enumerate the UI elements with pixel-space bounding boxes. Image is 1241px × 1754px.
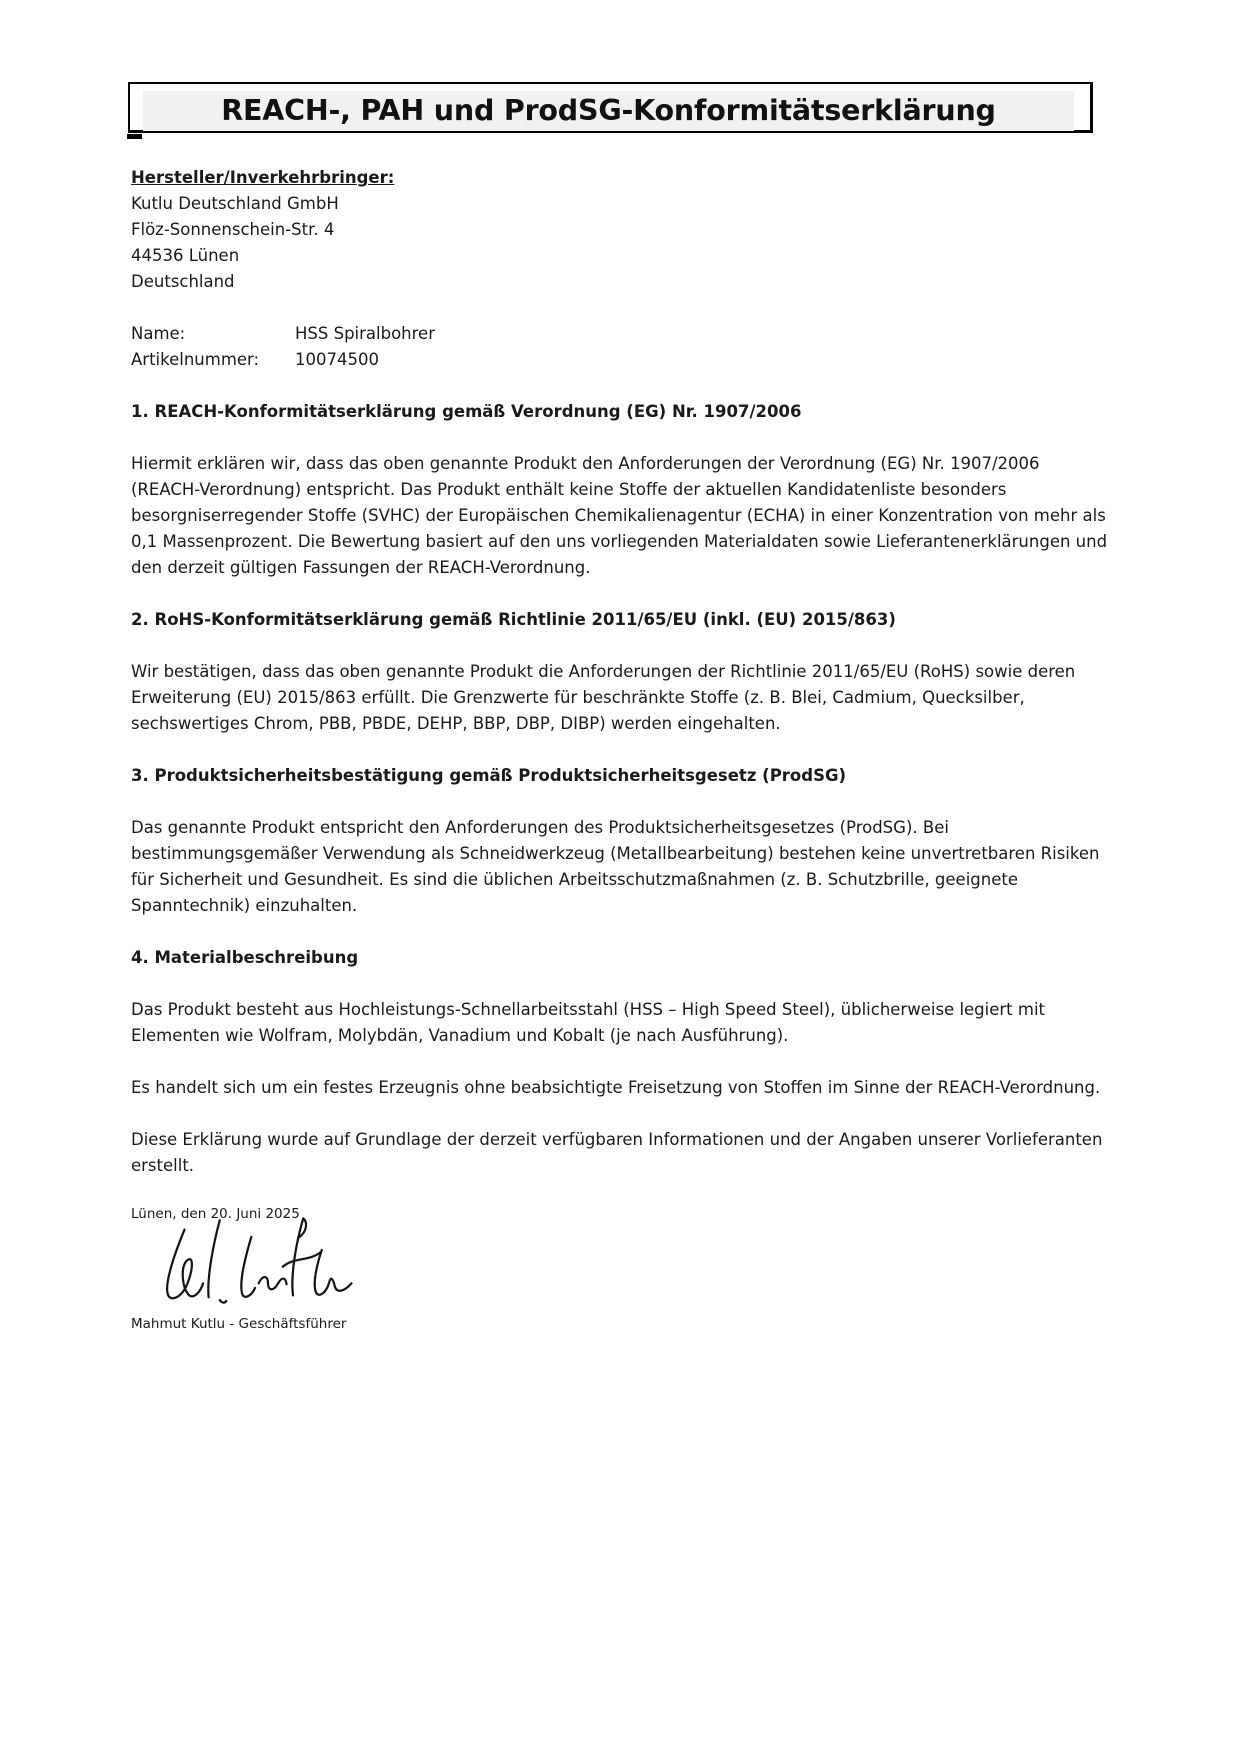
- title-box: [128, 82, 1093, 133]
- section-4-heading: 4. Materialbeschreibung: [131, 948, 359, 967]
- section-3-heading: 3. Produktsicherheitsbestätigung gemäß Produktsicherheitsgesetz (ProdSG): [131, 766, 847, 785]
- place-date: Lünen, den 20. Juni 2025: [131, 1206, 300, 1222]
- manufacturer-heading: Hersteller/Inverkehrbringer:: [131, 168, 395, 187]
- signer-name: Mahmut Kutlu - Geschäftsführer: [131, 1316, 347, 1332]
- section-3-paragraph: Das genannte Produkt entspricht den Anforderungen des Produktsicherheitsgesetzes (ProdSG). Bei bestimmungsgemäßer Verwendung als Schneidwerkzeug (Metallbearbeitung) bestehen keine unvertretbaren Risiken für Sicherheit und Gesundheit. Es sind die üblichen Arbeitsschutzmaßnahmen (z. B. Schutzbrille, geeignete Spanntechnik) einzuhalten.: [131, 818, 1100, 915]
- section-1-paragraph: Hiermit erklären wir, dass das oben genannte Produkt den Anforderungen der Verordnung (EG) Nr. 1907/2006 (REACH-Verordnung) entspricht. Das Produkt enthält keine Stoffe der aktuellen Kandidatenliste besonders besorgniserregender Stoffe (SVHC) der Europäischen Chemikalienagentur (ECHA) in einer Konzentration von mehr als 0,1 Massenprozent. Die Bewertung basiert auf den uns vorliegenden Materialdaten sowie Lieferantenerklärungen und den derzeit gültigen Fassungen der REACH-Verordnung.: [131, 454, 1108, 577]
- product-article-value: 10074500: [295, 350, 379, 369]
- manufacturer-company: Kutlu Deutschland GmbH: [131, 194, 339, 213]
- page-title: REACH-, PAH und ProdSG-Konformitätserklärung: [221, 94, 996, 127]
- product-article-label: Artikelnummer:: [131, 350, 260, 369]
- product-name-value: HSS Spiralbohrer: [295, 324, 435, 343]
- product-name-label: Name:: [131, 324, 186, 343]
- signature-image: [149, 1211, 361, 1313]
- section-1-heading: 1. REACH-Konformitätserklärung gemäß Verordnung (EG) Nr. 1907/2006: [131, 402, 802, 421]
- title-box-shadow-tick: [127, 134, 142, 139]
- title-background: [143, 91, 1074, 131]
- section-2-heading: 2. RoHS-Konformitätserklärung gemäß Richtlinie 2011/65/EU (inkl. (EU) 2015/863): [131, 610, 896, 629]
- section-2-paragraph: Wir bestätigen, dass das oben genannte Produkt die Anforderungen der Richtlinie 2011/65/EU (RoHS) sowie deren Erweiterung (EU) 2015/863 erfüllt. Die Grenzwerte für beschränkte Stoffe (z. B. Blei, Cadmium, Quecksilber, sechswertiges Chrom, PBB, PBDE, DEHP, BBP, DBP, DIBP) werden eingehalten.: [131, 662, 1076, 733]
- section-4-paragraph-2: Es handelt sich um ein festes Erzeugnis ohne beabsichtigte Freisetzung von Stoffen im Sinne der REACH-Verordnung.: [131, 1078, 1101, 1097]
- section-4-paragraph-1: Das Produkt besteht aus Hochleistungs-Schnellarbeitsstahl (HSS – High Speed Steel), üblicherweise legiert mit Elementen wie Wolfram, Molybdän, Vanadium und Kobalt (je nach Ausführung).: [131, 1000, 1046, 1045]
- manufacturer-country: Deutschland: [131, 272, 235, 291]
- manufacturer-city: 44536 Lünen: [131, 246, 240, 265]
- document-content: [131, 82, 1113, 1333]
- product-article-row: [131, 347, 1113, 373]
- product-name-row: [131, 321, 1113, 347]
- manufacturer-street: Flöz-Sonnenschein-Str. 4: [131, 220, 335, 239]
- product-info: [131, 321, 1113, 373]
- section-4-paragraph-3: Diese Erklärung wurde auf Grundlage der derzeit verfügbaren Informationen und der Angaben unserer Vorlieferanten erstellt.: [131, 1130, 1103, 1175]
